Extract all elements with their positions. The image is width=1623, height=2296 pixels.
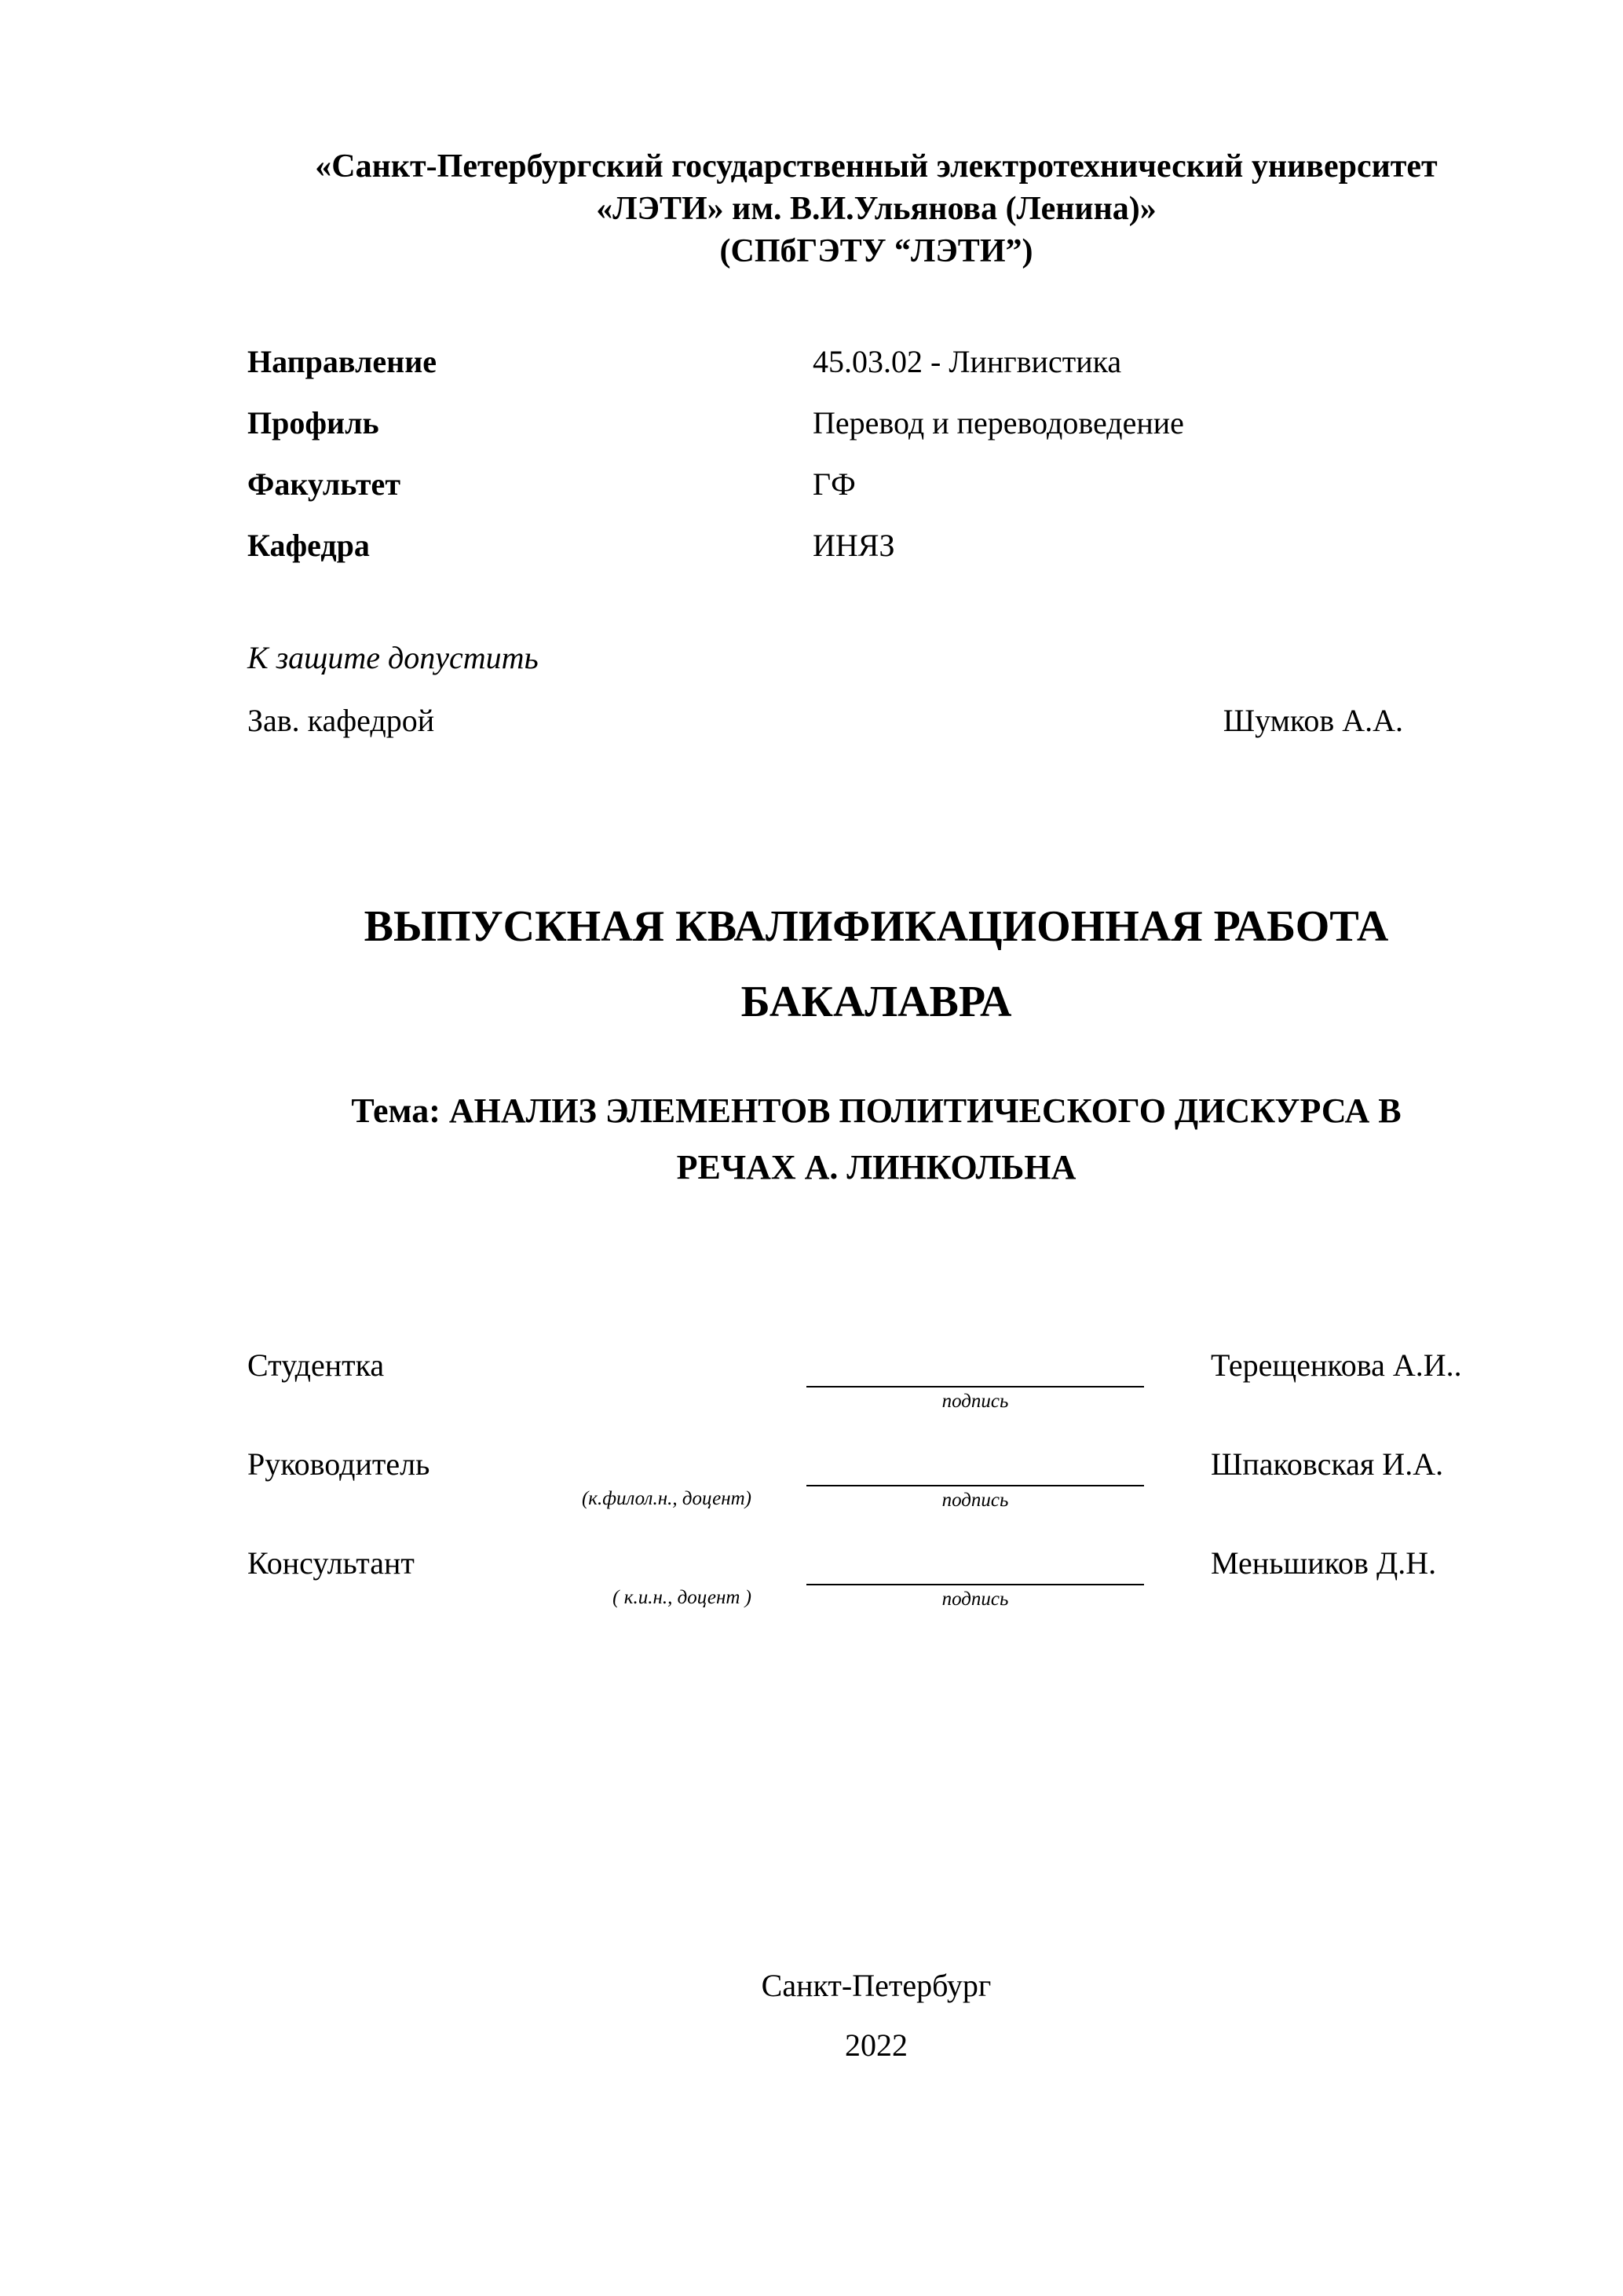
- approval-permit-text: К защите допустить: [247, 640, 539, 675]
- thesis-title-line2: БАКАЛАВРА: [740, 978, 1012, 1026]
- consultant-role-label: Консультант: [247, 1545, 415, 1581]
- profile-value: Перевод и переводоведение: [813, 405, 1184, 441]
- faculty-value: ГФ: [813, 466, 856, 502]
- consultant-role-cell: [247, 1543, 806, 1610]
- student-role-cell: [247, 1345, 806, 1413]
- supervisor-degree: (к.филол.н., доцент): [581, 1488, 751, 1509]
- university-name-line2: «ЛЭТИ» им. В.И.Ульянова (Ленина)»: [596, 191, 1157, 227]
- student-signature-line: [806, 1345, 1144, 1387]
- signature-row-student: [247, 1345, 1505, 1413]
- supervisor-role-label: Руководитель: [247, 1446, 430, 1482]
- approval-block: [247, 639, 1505, 740]
- university-header: [247, 145, 1505, 272]
- thesis-topic-line1: Тема: АНАЛИЗ ЭЛЕМЕНТОВ ПОЛИТИЧЕСКОГО ДИСКУРСА В: [351, 1091, 1402, 1130]
- signature-section: [247, 1345, 1505, 1610]
- thesis-topic-line2: РЕЧАХ А. ЛИНКОЛЬНА: [676, 1148, 1077, 1186]
- consultant-signature-caption: подпись: [941, 1589, 1009, 1610]
- university-abbreviation: (СПбГЭТУ “ЛЭТИ”): [719, 233, 1033, 269]
- faculty-label: Факультет: [247, 466, 400, 502]
- thesis-topic: [247, 1083, 1505, 1196]
- supervisor-name: Шпаковская И.А.: [1211, 1446, 1444, 1482]
- program-fields: [247, 343, 1505, 565]
- field-row-direction: [247, 343, 1505, 381]
- student-signature-caption: подпись: [941, 1391, 1009, 1412]
- student-signature-cell: [806, 1345, 1144, 1413]
- department-label: Кафедра: [247, 528, 370, 563]
- consultant-degree: ( к.и.н., доцент ): [612, 1587, 751, 1608]
- thesis-title: [247, 889, 1505, 1040]
- student-role-label: Студентка: [247, 1347, 385, 1383]
- footer-city: Санкт-Петербург: [761, 1968, 992, 2003]
- department-head-name: Шумков А.А.: [1223, 703, 1403, 738]
- direction-value: 45.03.02 - Лингвистика: [813, 344, 1122, 379]
- footer-year: 2022: [845, 2027, 908, 2063]
- approval-row: [247, 702, 1505, 740]
- signature-row-consultant: [247, 1543, 1505, 1610]
- consultant-signature-cell: [806, 1543, 1144, 1610]
- consultant-signature-line: [806, 1543, 1144, 1585]
- supervisor-signature-line: [806, 1444, 1144, 1486]
- thesis-title-line1: ВЫПУСКНАЯ КВАЛИФИКАЦИОННАЯ РАБОТА: [364, 902, 1389, 951]
- direction-label: Направление: [247, 344, 437, 379]
- footer-block: [247, 1956, 1505, 2075]
- supervisor-role-cell: [247, 1444, 806, 1512]
- field-row-profile: [247, 404, 1505, 442]
- university-name-line1: «Санкт-Петербургский государственный электротехнический университет: [315, 148, 1438, 185]
- field-row-department: [247, 527, 1505, 565]
- field-row-faculty: [247, 466, 1505, 503]
- signature-row-supervisor: [247, 1444, 1505, 1512]
- department-head-label: Зав. кафедрой: [247, 703, 435, 738]
- supervisor-signature-cell: [806, 1444, 1144, 1512]
- consultant-name: Меньшиков Д.Н.: [1211, 1545, 1437, 1581]
- student-name: Терещенкова А.И..: [1211, 1347, 1462, 1383]
- department-value: ИНЯЗ: [813, 528, 895, 563]
- profile-label: Профиль: [247, 405, 379, 441]
- supervisor-signature-caption: подпись: [941, 1490, 1009, 1511]
